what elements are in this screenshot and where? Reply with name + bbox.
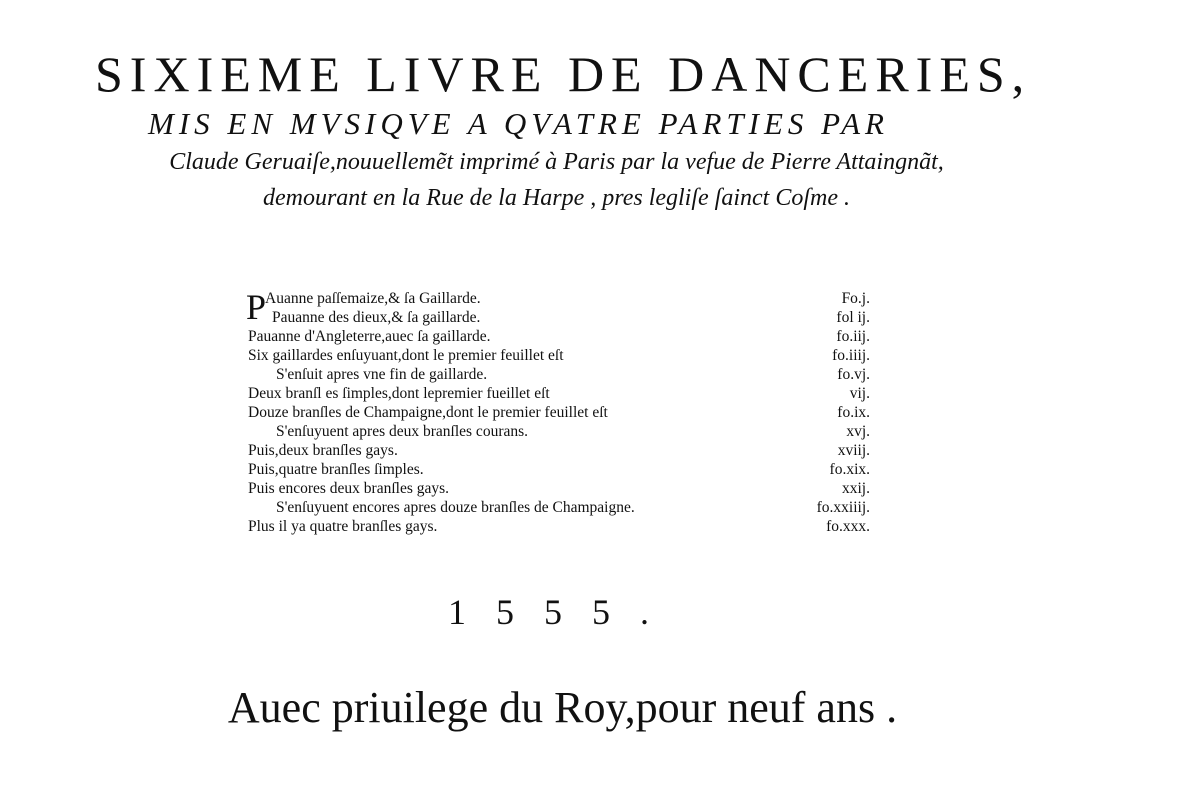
toc-row — [248, 498, 870, 517]
toc-row — [248, 308, 870, 327]
toc-entry: Douze branſles de Champaigne,dont le premier feuillet eſt — [248, 404, 608, 421]
table-of-contents — [248, 289, 870, 536]
toc-row — [248, 441, 870, 460]
toc-row — [248, 403, 870, 422]
royal-privilege: Auec priuilege du Roy,pour neuf ans . — [227, 683, 898, 732]
toc-folio: fo.ix. — [837, 404, 870, 421]
toc-folio: fo.xxx. — [826, 518, 870, 535]
toc-folio: Fo.j. — [841, 290, 870, 307]
toc-folio: xvj. — [846, 423, 870, 440]
toc-row — [248, 422, 870, 441]
toc-row — [248, 365, 870, 384]
toc-folio: xviij. — [837, 442, 870, 459]
toc-entry: S'enſuyuent encores apres douze branſles de Champaigne. — [276, 499, 635, 516]
toc-entry: Pauanne d'Angleterre,auec ſa gaillarde. — [248, 328, 491, 345]
toc-folio: xxij. — [842, 480, 870, 497]
toc-entry: S'enſuit apres vne fin de gaillarde. — [276, 366, 488, 383]
toc-folio: fo.iij. — [836, 328, 870, 345]
toc-entry: Puis,quatre branſles ſimples. — [248, 461, 424, 478]
toc-folio: fo.xxiiij. — [816, 499, 870, 516]
toc-entry: Pauanne des dieux,& ſa gaillarde. — [272, 309, 481, 326]
book-title: SIXIEME LIVRE DE DANCERIES, — [95, 46, 1032, 102]
toc-entry: Six gaillardes enſuyuant,dont le premier feuillet eſt — [248, 347, 564, 364]
imprint-line-2: demourant en la Rue de la Harpe , pres legliſe ſainct Coſme . — [262, 185, 850, 211]
book-subtitle: MIS EN MVSIQVE A QVATRE PARTIES PAR — [148, 106, 889, 141]
toc-row — [248, 327, 870, 346]
toc-folio: fo.iiij. — [832, 347, 870, 364]
toc-entry: Puis,deux branſles gays. — [248, 442, 398, 459]
toc-row — [248, 346, 870, 365]
toc-folio: fo.xix. — [829, 461, 870, 478]
toc-row — [248, 517, 870, 536]
toc-entry: Puis encores deux branſles gays. — [248, 480, 450, 497]
toc-entry: Plus il ya quatre branſles gays. — [248, 518, 438, 535]
toc-folio: vij. — [849, 385, 870, 402]
toc-entry: Deux branſl es ſimples,dont lepremier fueillet eſt — [248, 385, 550, 402]
toc-entry: S'enſuyuent apres deux branſles courans. — [276, 423, 529, 440]
toc-folio: fo.vj. — [837, 366, 870, 383]
toc-entry: Auanne paſſemaize,& ſa Gaillarde. — [265, 290, 481, 307]
toc-row — [248, 479, 870, 498]
drop-capital: P — [246, 287, 267, 327]
toc-row — [248, 384, 870, 403]
toc-row — [248, 460, 870, 479]
publication-year: 1555. — [448, 592, 679, 632]
toc-folio: fol ij. — [836, 309, 870, 326]
imprint-line-1: Claude Geruaiſe,nouuellemẽt imprimé à Paris par la vefue de Pierre Attaingnãt, — [169, 149, 944, 175]
